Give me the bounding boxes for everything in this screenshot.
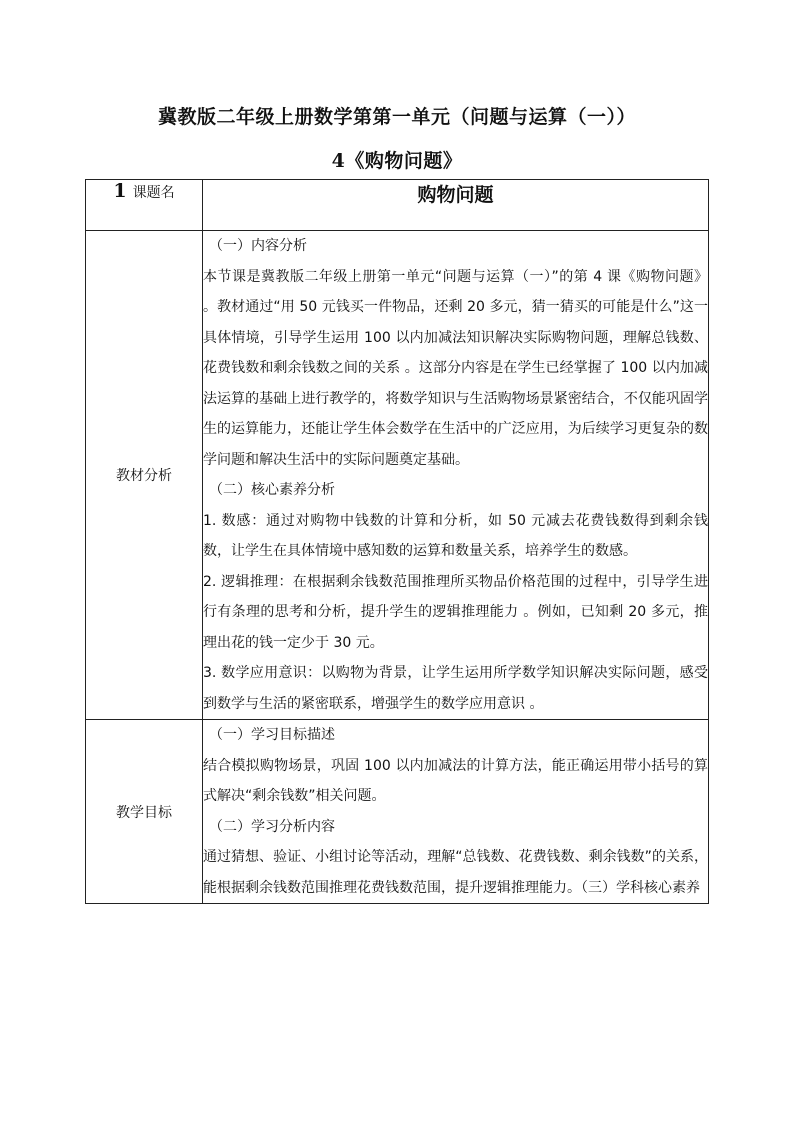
lesson-table (85, 179, 709, 904)
paragraph: 本节课是冀教版二年级上册第一单元“问题与运算（一）”的第 4 课《购物问题》 。教材通过“用 50 元钱买一件物品，还剩 20 多元，猜一猜买的可能是什么”这一具体情境，引导学生运用 100 以内加减法知识解决实际购物问题，理解总钱数、花费钱数和剩余钱数之间的关系 。这部分内容是在学生已经掌握了 100 以内加减法运算的基础上进行教学的，将数学知识与生活购物场景紧密结合，不仅能巩固学生的运算能力，还能让学生体会数学在生活中的广泛应用，为后续学习更复杂的数学问题和解决生活中的实际问题奠定基础。 (203, 268, 708, 468)
list-item: 1. 数感：通过对购物中钱数的计算和分析，如 50 元减去花费钱数得到剩余钱数，让学生在具体情境中感知数的运算和数量关系，培养学生的数感。 (203, 512, 708, 559)
document-title: 冀教版二年级上册数学第第一单元（问题与运算（一）） (157, 106, 636, 128)
table-row (86, 720, 709, 904)
row-label-teaching-goals: 教学目标 (86, 720, 203, 904)
section-heading: （二）核心素养分析 (209, 482, 335, 498)
table-header-row (86, 180, 709, 231)
list-item: 2. 逻辑推理：在根据剩余钱数范围推理所买物品价格范围的过程中，引导学生进行有条理的思考和分析，提升学生的逻辑推理能力 。例如，已知剩 20 多元，推理出花的钱一定少于 30 元。 (203, 573, 708, 651)
section-heading: （一）学习目标描述 (209, 727, 335, 743)
lesson-title: 4《购物问题》 (331, 150, 463, 172)
teaching-goals-content (203, 720, 709, 904)
paragraph: 通过猜想、验证、小组讨论等活动，理解“总钱数、花费钱数、剩余钱数”的关系，能根据剩余钱数范围推理花费钱数范围，提升逻辑推理能力。（三）学科核心素养 (203, 849, 708, 896)
list-item: 3. 数学应用意识：以购物为背景，让学生运用所学数学知识解决实际问题，感受到数学与生活的紧密联系，增强学生的数学应用意识 。 (203, 665, 708, 712)
textbook-analysis-content (203, 231, 709, 720)
section-number: 1 (113, 180, 127, 202)
paragraph: 结合模拟购物场景，巩固 100 以内加减法的计算方法，能正确运用带小括号的算式解决“剩余钱数”相关问题。 (203, 757, 708, 804)
topic-label: 课题名 (132, 185, 175, 201)
topic-label-cell (86, 180, 203, 231)
table-row (86, 231, 709, 720)
row-label-textbook-analysis: 教材分析 (86, 231, 203, 720)
section-heading: （二）学习分析内容 (209, 818, 335, 835)
topic-value: 购物问题 (203, 180, 709, 231)
section-heading: （一）内容分析 (209, 238, 307, 254)
